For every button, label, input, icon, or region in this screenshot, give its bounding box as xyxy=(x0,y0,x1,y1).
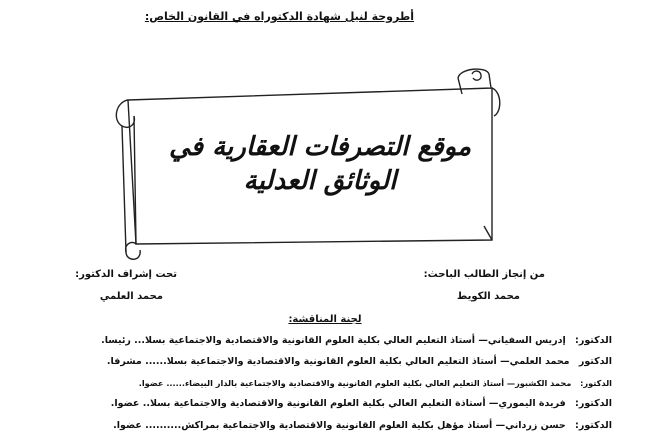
committee-member xyxy=(22,420,612,436)
member-text: محمد الكشبور— أستاذ التعليم العالي بكلية العلوم القانونية والاقتصادية والاجتماعية بالدار البيضاء...... عضوا. xyxy=(138,378,572,388)
supervisor-label: تحت إشراف الدكتور: xyxy=(75,269,177,280)
title-line-1: موقع التصرفات العقارية في xyxy=(168,132,472,162)
member-title: الدكتور: xyxy=(580,378,612,388)
committee-member xyxy=(22,356,612,372)
committee-member xyxy=(22,335,612,351)
committee-heading: لجنة المناقشة: xyxy=(288,314,362,325)
committee-member xyxy=(22,378,612,394)
member-text: حسن زرداني— أستاذ مؤهل بكلية العلوم القانونية والاقتصادية والاجتماعية بمراكش.......... عضوا. xyxy=(113,420,566,431)
member-title: الدكتور: xyxy=(575,335,612,346)
title-line-2: الوثائق العدلية xyxy=(243,166,397,196)
author-label: من إنجاز الطالب الباحث: xyxy=(423,269,545,280)
author-name: محمد الكويط xyxy=(456,291,520,302)
member-text: محمد العلمي— أستاذ التعليم العالي بكلية العلوم القانونية والاقتصادية والاجتماعية بسلا...... مشرفا. xyxy=(106,356,570,367)
member-text: إدريس السفياني— أستاذ التعليم العالي بكلية العلوم القانونية والاقتصادية والاجتماعية بسلا... رئيسا. xyxy=(101,335,566,346)
member-title: الدكتور xyxy=(578,356,612,367)
member-title: الدكتور: xyxy=(575,398,612,409)
thesis-heading: أطروحة لنيل شهادة الدكتوراه في القانون الخاص: xyxy=(144,10,414,23)
thesis-title xyxy=(160,130,480,198)
member-title: الدكتور: xyxy=(575,420,612,431)
committee-member xyxy=(22,398,612,414)
supervisor-name: محمد العلمي xyxy=(99,291,163,302)
member-text: فريدة اليموري— أستاذة التعليم العالي بكلية العلوم القانونية والاقتصادية والاجتماعية بسلا.. عضوا. xyxy=(110,398,566,409)
